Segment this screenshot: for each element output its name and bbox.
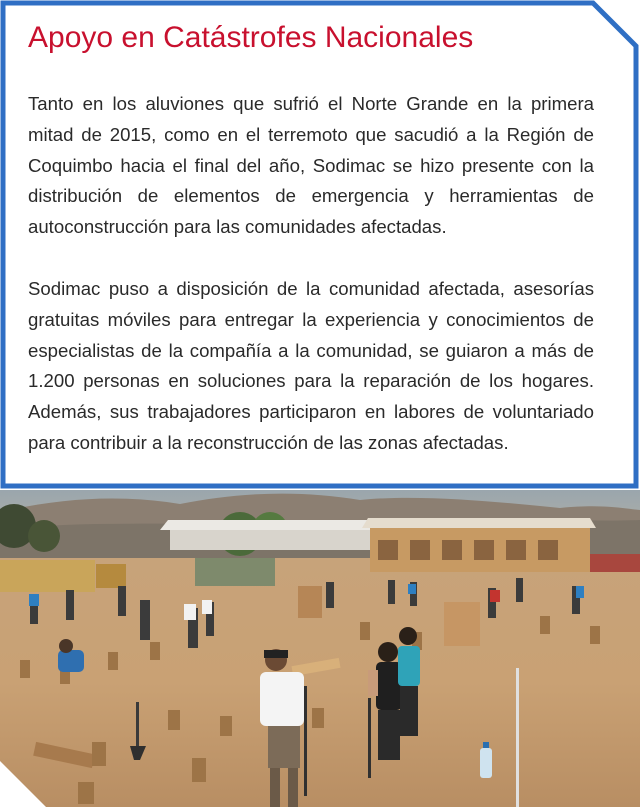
paragraph-2: Sodimac puso a disposición de la comunidad afectada, asesorías gratuitas móviles para entregar la experiencia y conocimientos de especialistas de la compañía a la comunidad, se guiaron a más de 1.200 personas en soluciones para la reparación de los hogares. Además, sus trabajadores participaron en labores de voluntariado para contribuir a la reconstrucción de las zonas afectadas.	[28, 277, 594, 453]
paragraph-1: Tanto en los aluviones que sufrió el Norte Grande en la primera mitad de 2015, como en el terremoto que sacudió a la Región de Coquimbo hacia el final del año, Sodimac se hizo presente con la distribución de elementos de emergencia y herramientas de autoconstrucción para las comunidades afectadas.	[28, 93, 594, 238]
volunteers-photo	[0, 490, 640, 807]
text-content	[28, 16, 594, 459]
corner-fold	[0, 761, 46, 807]
section-title: Apoyo en Catástrofes Nacionales	[28, 21, 474, 54]
photo-scene	[0, 490, 640, 807]
